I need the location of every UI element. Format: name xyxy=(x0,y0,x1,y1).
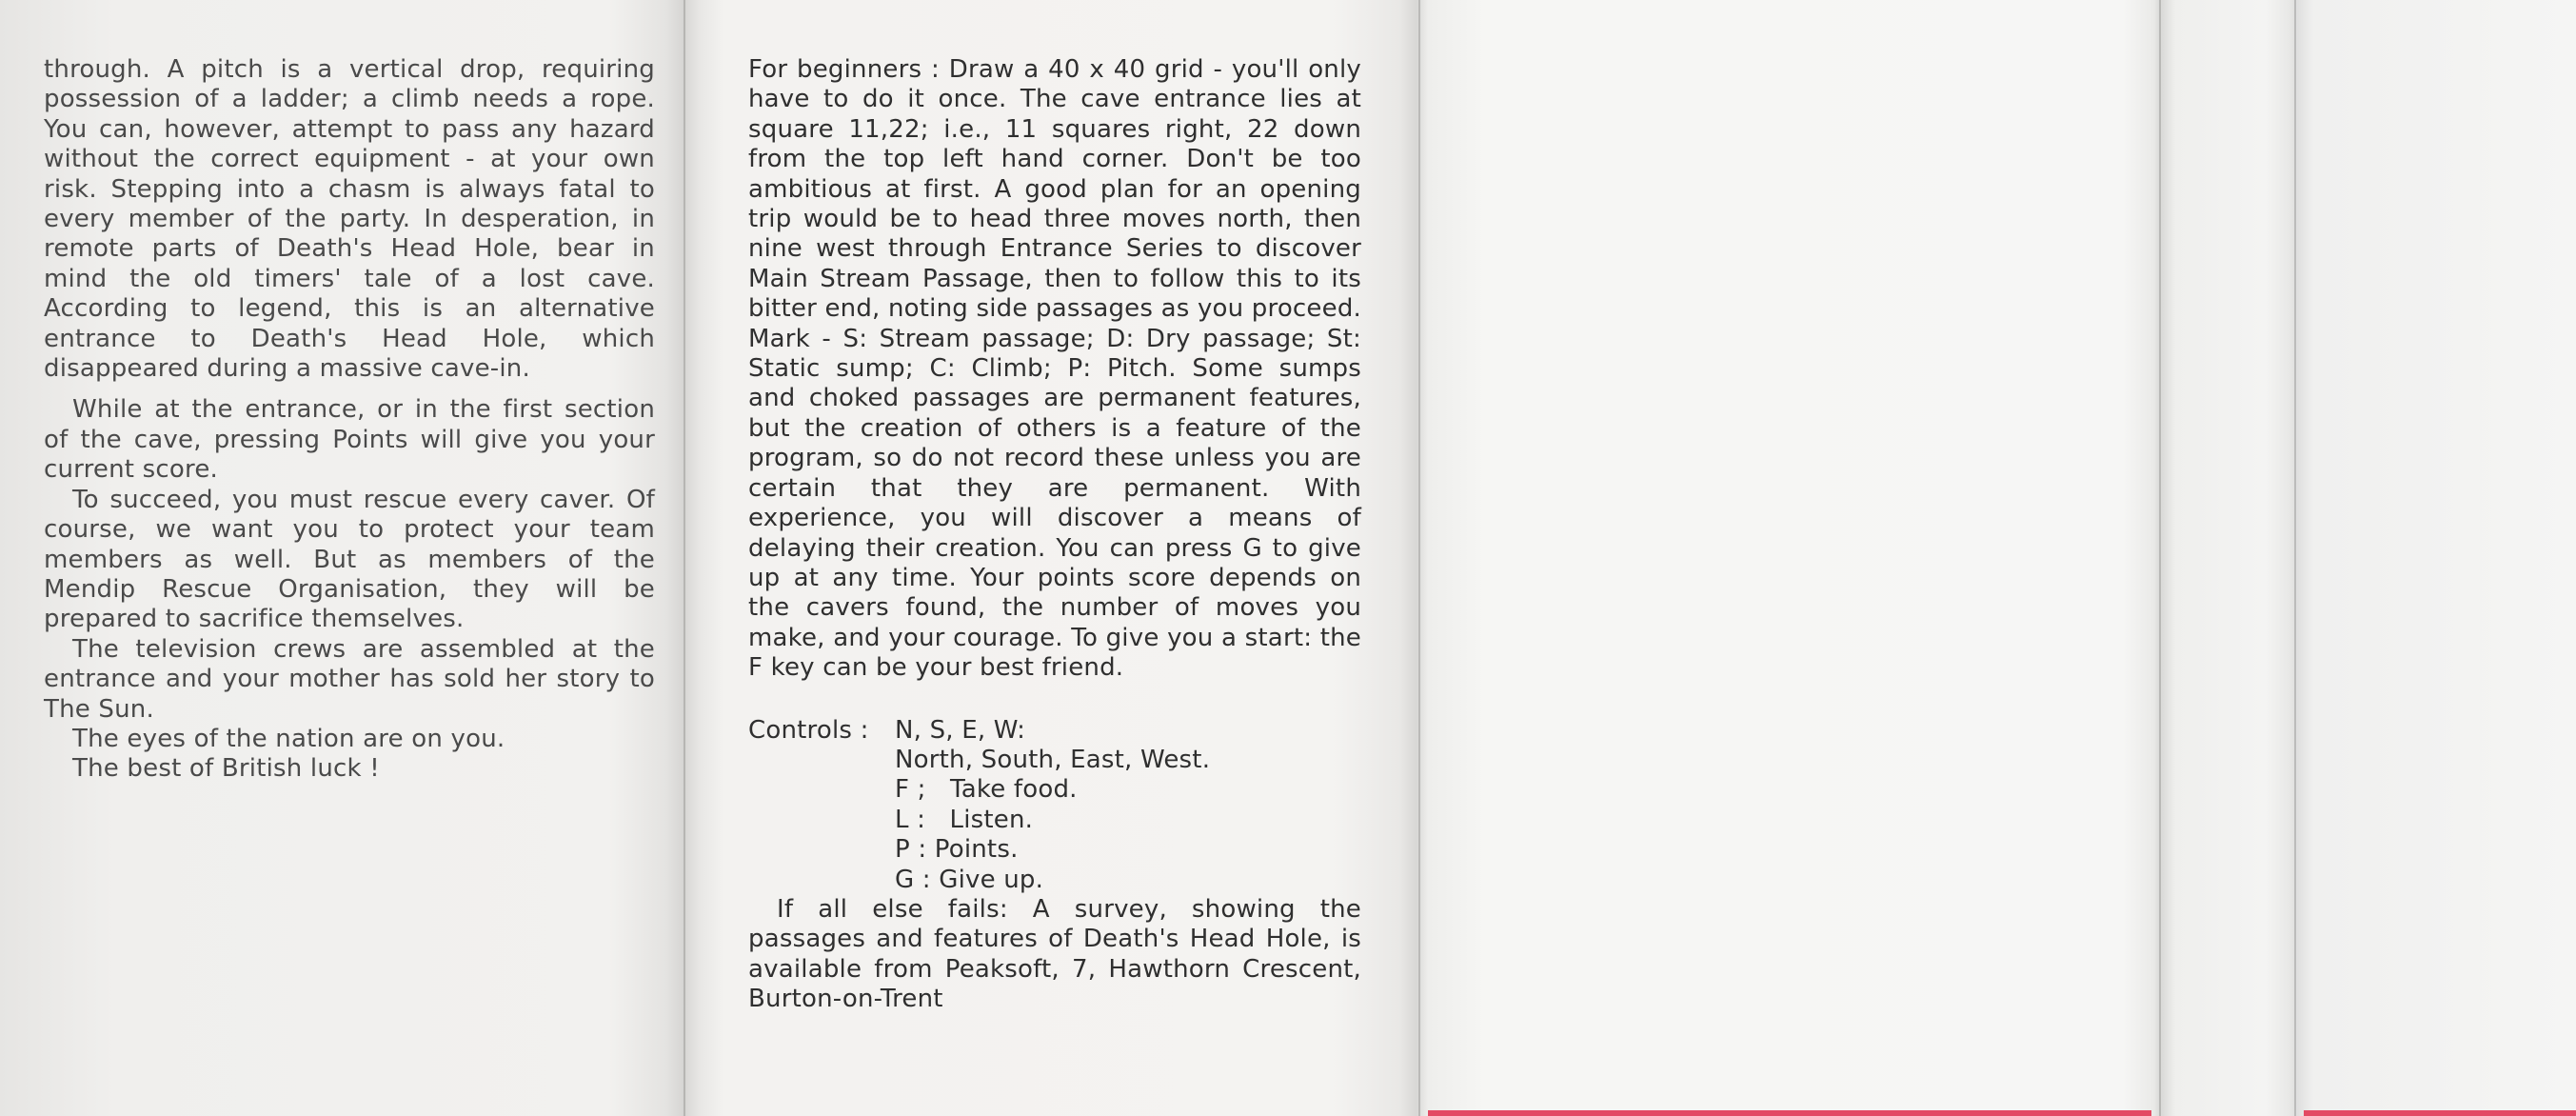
control-line: P : Points. xyxy=(895,835,1019,865)
control-line: N, S, E, W: xyxy=(895,715,1026,745)
control-line: L : Listen. xyxy=(895,805,1034,834)
paragraph: The television crews are assembled at the entrance and your mother has sold her story to The Sun. xyxy=(44,634,655,724)
fold-line xyxy=(2294,0,2296,1116)
beginners-paragraph: For beginners : Draw a 40 x 40 grid - you'll only have to do it once. The cave entrance lies at square 11,22; i.e., 11 squares right, 22 down from the top left hand corner. Don't be too ambitious at first. A good plan for an opening trip would be to head three moves north, then nine west through Entrance Series to discover Main Stream Passage, then to follow this to its bitter end, noting side passages as you proceed. Mark - S: Stream passage; D: Dry passage; St: Static sump; C: Climb; P: Pitch. Some sumps and choked passages are permanent features, but the creation of others is a feature of the program, so do not record these unless you are certain that they are permanent. With experience, you will discover a means of delaying their creation. You can press G to give up at any time. Your points score depends on the cavers found, the number of moves you make, and your courage. To give you a start: the F key can be your best friend. xyxy=(748,55,1361,683)
left-text-panel xyxy=(44,55,655,785)
paragraph: While at the entrance, or in the first section of the cave, pressing Points will give you your current score. xyxy=(44,395,655,485)
paragraph: through. A pitch is a vertical drop, requiring possession of a ladder; a climb needs a rope. You can, however, attempt to pass any hazard without the correct equipment - at your own risk. Stepping into a chasm is always fatal to every member of the party. In desperation, in remote parts of Death's Head Hole, bear in mind the old timers' tale of a lost cave. According to legend, this is an alternative entrance to Death's Head Hole, which disappeared during a massive cave-in. xyxy=(44,55,655,384)
control-line: North, South, East, West. xyxy=(895,745,1211,774)
red-cover-edge xyxy=(1428,1110,2151,1116)
paragraph: The best of British luck ! xyxy=(72,754,380,784)
fold-line xyxy=(684,0,685,1116)
control-line: G : Give up. xyxy=(895,865,1044,894)
red-cover-edge xyxy=(2304,1110,2576,1116)
fold-line xyxy=(2159,0,2161,1116)
paragraph: The eyes of the nation are on you. xyxy=(72,724,505,753)
controls-label: Controls : xyxy=(748,715,869,745)
control-line: F ; Take food. xyxy=(895,775,1078,805)
survey-paragraph: If all else fails: A survey, showing the passages and features of Death's Head Hole, is available from Peaksoft, 7, Hawthorn Crescent, Burton-on-Trent xyxy=(748,894,1361,1014)
fold-line xyxy=(1418,0,1420,1116)
paragraph: To succeed, you must rescue every caver. Of course, we want you to protect your team members as well. But as members of the Mendip Rescue Organisation, they will be prepared to sacrifice themselves. xyxy=(44,485,655,634)
controls-list xyxy=(748,716,1361,895)
right-text-panel xyxy=(748,55,1361,1015)
